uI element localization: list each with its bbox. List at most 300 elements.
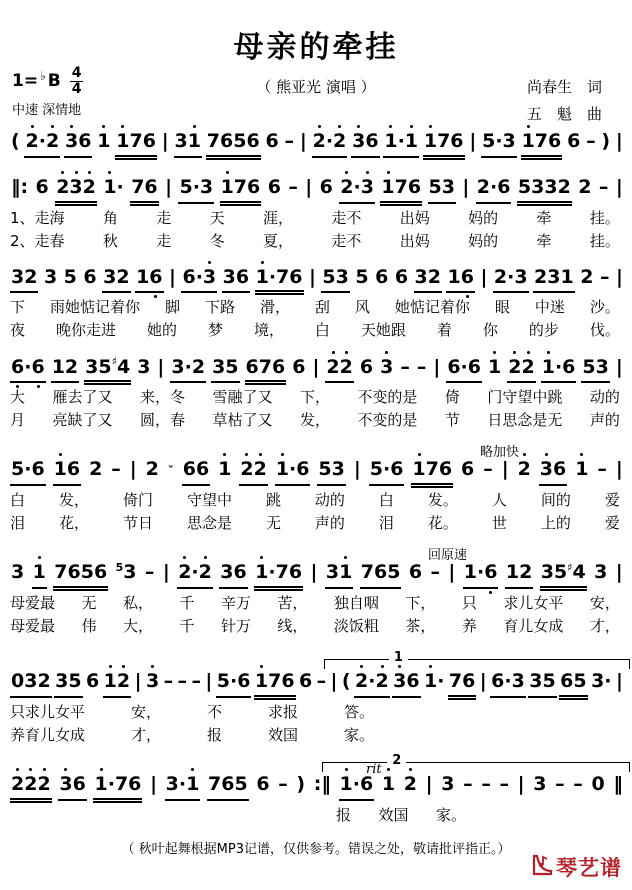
note-token: | <box>433 355 441 378</box>
note-token: | <box>205 670 213 693</box>
lyric-word: 秋 <box>102 231 118 250</box>
lyric-word: 世 <box>491 514 507 533</box>
meter-denominator: 4 <box>71 80 82 97</box>
lyric-word: 声的 <box>589 411 620 430</box>
notes-line <box>8 670 626 700</box>
note-token: – <box>144 561 155 584</box>
note-token: – <box>278 772 288 795</box>
note-token: ) <box>601 130 611 152</box>
note-token: | <box>615 265 623 288</box>
lyric-word: 下， <box>405 594 436 613</box>
note-token: 36 <box>222 266 250 294</box>
lyric-line-1 <box>8 489 626 511</box>
lyric-word: 花。 <box>427 514 458 533</box>
note-token: | <box>305 175 313 198</box>
note-token: 1 <box>575 458 589 481</box>
note-token: 6 <box>35 175 49 198</box>
lyric-word: 中迷 <box>534 298 565 317</box>
lyric-word: 着 <box>436 321 452 340</box>
note-token: 176 <box>380 176 422 206</box>
note-token: 7656 <box>53 561 108 591</box>
lyric-word: 只求儿女平 <box>10 702 86 721</box>
lyric-word: 脚 <box>164 298 180 317</box>
lyric-line-2 <box>8 512 626 534</box>
note-token: – <box>597 458 607 481</box>
note-token: – <box>288 175 298 198</box>
note-token: 2·3 <box>339 176 375 204</box>
volta-label: 1 <box>389 651 408 664</box>
note-token: 176 <box>115 130 157 160</box>
lyric-word: 沙。 <box>589 298 620 317</box>
note-token: 222 <box>10 773 52 803</box>
note-token: 6 <box>83 265 97 288</box>
lyric-word: 白 <box>10 491 26 510</box>
note-token: 22 <box>239 458 267 486</box>
lyric-word: 不变的是 <box>357 388 418 407</box>
note-token: 5332 <box>517 176 572 206</box>
note-token: 12 <box>51 356 79 384</box>
note-token: 5·6 <box>10 458 46 486</box>
note-token: ( <box>341 670 351 693</box>
note-token: | <box>299 130 307 152</box>
note-token: 16 <box>446 266 474 294</box>
lyric-line-1 <box>8 207 626 229</box>
lyric-word: 爱 <box>604 491 620 510</box>
music-system-6 <box>8 544 626 637</box>
key-note: B <box>47 71 61 92</box>
flat-sign: ♭ <box>40 69 46 84</box>
note-token: – <box>416 355 427 378</box>
note-token: 032 <box>10 670 52 698</box>
note-token: ˇ <box>167 464 174 479</box>
note-token: 3·1 <box>165 773 201 801</box>
note-token: 32 <box>10 266 38 294</box>
note-token: 32 <box>414 266 442 294</box>
note-token: | <box>169 265 176 288</box>
lyric-word: 夜 <box>10 321 26 340</box>
note-token: 6 <box>375 265 389 288</box>
lyric-word: 圆，春 <box>139 411 185 430</box>
music-note-icon <box>530 853 554 881</box>
note-token: 36 <box>58 773 86 801</box>
lyric-word: 倚门 <box>122 491 153 510</box>
note-token: 2 <box>578 175 592 198</box>
note-token: 1·6 <box>463 561 499 589</box>
note-token: ‖: <box>11 175 29 198</box>
note-token: 2·2 <box>177 561 213 589</box>
lyric-word: 人 <box>491 491 507 510</box>
note-token: 7656 <box>206 130 261 160</box>
note-token: | <box>425 772 433 795</box>
song-title: 母亲的牵挂 <box>233 30 399 65</box>
meter-numerator: 4 <box>71 65 82 81</box>
note-token: 1·76 <box>93 773 142 803</box>
lyric-word: 节日 <box>122 514 153 533</box>
note-token: – <box>284 130 295 152</box>
note-token: | <box>162 561 170 584</box>
note-token: 176 <box>521 130 563 160</box>
lyric-word: 雨她惦记着你 <box>49 298 140 317</box>
note-token: 176 <box>411 458 453 488</box>
note-token: | <box>448 561 456 584</box>
note-token: 676 <box>245 356 287 386</box>
note-token: | <box>480 265 488 288</box>
lyric-word: 天 <box>209 208 225 227</box>
note-token: 3 <box>441 772 455 795</box>
note-token: 1·76 <box>254 561 303 591</box>
lyric-word: 苦， <box>277 594 308 613</box>
lyric-word: 涯， <box>263 208 294 227</box>
note-token: – <box>163 670 174 693</box>
note-token: – <box>463 772 473 795</box>
lyric-word: 风 <box>354 298 370 317</box>
lyric-line-1 <box>8 296 626 318</box>
lyric-word: 不变的是 <box>357 411 418 430</box>
note-token: | <box>165 175 173 198</box>
lyric-word: 牵 <box>536 208 552 227</box>
note-token: 6 <box>86 670 100 693</box>
lyric-line-2 <box>8 724 380 746</box>
volta-label: 2 <box>387 754 406 767</box>
note-token: – <box>177 670 188 693</box>
lyric-line-2 <box>8 615 626 637</box>
note-token: 35♯4 <box>84 355 131 385</box>
lyric-word: 走不 <box>331 231 362 250</box>
lyric-word: 安， <box>589 594 620 613</box>
lyric-word: 只 <box>461 594 477 613</box>
note-token: | <box>517 772 525 795</box>
lyric-word: 夏， <box>263 231 294 250</box>
note-token: | <box>479 670 487 693</box>
lyric-word: 养 <box>461 617 477 636</box>
lyric-word: 2、走春 <box>10 231 65 250</box>
lyric-word: 的步 <box>528 321 559 340</box>
note-token: | <box>161 130 169 152</box>
logo-text: 琴艺谱 <box>556 856 622 880</box>
note-token: 36 <box>539 458 567 486</box>
lyric-word: 线， <box>277 617 308 636</box>
note-token: 232 <box>55 176 97 206</box>
qinyipu-logo[interactable] <box>530 852 622 882</box>
lyric-word: 效国 <box>378 805 409 824</box>
lyric-word: 千 <box>179 617 195 636</box>
notes-line <box>8 176 626 206</box>
lyric-word: 家。 <box>435 805 466 824</box>
note-token: 6 <box>265 130 279 152</box>
note-token: 1·1 <box>383 130 419 158</box>
lyric-word: 茶， <box>405 617 436 636</box>
lyric-word: 发， <box>58 491 89 510</box>
note-token: 1 <box>97 130 111 152</box>
lyric-word: 白 <box>314 321 330 340</box>
lyricist-credit: 尚春生 词 <box>526 78 602 96</box>
note-token: 22 <box>507 356 535 384</box>
note-token: 1·76 <box>255 266 304 296</box>
lyric-line-1 <box>334 804 472 826</box>
note-token: 2·2 <box>24 130 60 158</box>
lyric-word: 上的 <box>540 514 571 533</box>
note-token: 16 <box>135 266 163 294</box>
lyric-word: 辛万 <box>220 594 251 613</box>
note-token: 1·6 <box>541 356 577 384</box>
lyric-word: 私， <box>122 594 153 613</box>
note-token: – <box>111 458 121 481</box>
note-token: 3 <box>137 355 151 378</box>
credits <box>527 74 602 128</box>
note-token: 1 <box>381 772 396 795</box>
note-token: 2 <box>145 458 159 481</box>
notes-line <box>8 355 626 385</box>
lyric-word: 大， <box>122 617 153 636</box>
lyric-word: 滑， <box>259 298 290 317</box>
lyric-word: 1、走海 <box>10 208 65 227</box>
note-token: 3 <box>533 772 547 795</box>
key-prefix: 1= <box>12 71 39 92</box>
note-token: 6 <box>298 670 313 693</box>
note-token: 76 <box>448 670 476 700</box>
lyric-word: 下路 <box>204 298 235 317</box>
note-token: 2·2 <box>354 670 390 698</box>
note-token: | <box>157 355 165 378</box>
lyric-line-2 <box>8 230 626 252</box>
lyric-word: 挂。 <box>589 231 620 250</box>
music-system-3 <box>8 266 626 342</box>
note-token: :‖ <box>313 772 331 795</box>
note-token: 2 <box>580 265 594 288</box>
note-token: 31 <box>174 130 202 158</box>
lyric-word: 门守望中跳 <box>487 388 563 407</box>
note-token: – <box>430 561 440 584</box>
note-token: 6 <box>408 561 423 584</box>
lyric-word: 节 <box>444 411 460 430</box>
note-token: – <box>481 772 491 795</box>
performer-subtitle: （ 熊亚光 演唱 ） <box>256 78 376 96</box>
lyric-word: 出妈 <box>399 208 430 227</box>
lyric-word: 跳 <box>265 491 281 510</box>
note-token: 3 <box>43 265 58 288</box>
lyric-line-1 <box>8 701 380 723</box>
note-token: 1 <box>218 458 232 481</box>
lyric-word: 养育儿女成 <box>10 725 86 744</box>
note-token: 2 <box>89 458 103 481</box>
lyric-word: 出妈 <box>399 231 430 250</box>
note-token: | <box>308 265 316 288</box>
lyric-word: 雪融了又 <box>212 388 273 407</box>
note-token: – <box>598 175 609 198</box>
lyric-word: 妈的 <box>468 231 499 250</box>
note-token: – <box>599 265 610 288</box>
note-token: | <box>310 561 318 584</box>
note-token: | <box>353 458 361 481</box>
lyric-word: 爱 <box>604 514 620 533</box>
lyric-word: 求儿女平 <box>503 594 564 613</box>
music-system-2 <box>8 176 626 252</box>
lyric-line-1 <box>8 592 626 614</box>
note-token: 6 <box>319 175 333 198</box>
note-token: 53 <box>317 458 345 486</box>
score <box>0 130 632 826</box>
note-token: | <box>615 175 623 198</box>
lyric-word: 不 <box>206 702 222 721</box>
music-system-7 <box>8 650 626 746</box>
note-token: 6 <box>567 130 581 152</box>
lyric-word: 发， <box>299 411 330 430</box>
lyric-word: 安， <box>130 702 161 721</box>
lyric-word: 间的 <box>540 491 571 510</box>
note-token: | <box>615 355 623 378</box>
lyric-word: 家。 <box>343 725 374 744</box>
lyric-word: 草枯了又 <box>212 411 273 430</box>
note-token: – <box>586 130 596 152</box>
note-token: 6 <box>256 772 270 795</box>
note-token: 35 <box>528 670 556 698</box>
lyric-word: 刮 <box>314 298 330 317</box>
note-token: 6·3 <box>490 670 526 698</box>
lyric-word: 淡饭粗 <box>333 617 379 636</box>
note-token: 1·6 <box>275 458 311 486</box>
note-token: 1· <box>103 175 124 198</box>
lyric-word: 效国 <box>267 725 298 744</box>
lyric-word: 晚你走进 <box>55 321 116 340</box>
note-token: 176 <box>220 176 262 206</box>
lyric-word: 泪 <box>378 514 394 533</box>
lyric-word: 走 <box>156 208 172 227</box>
note-token: 3 <box>380 355 394 378</box>
lyric-word: 动的 <box>314 491 345 510</box>
note-token: 53 <box>321 266 349 294</box>
note-token: ‖ <box>613 772 623 795</box>
lyric-word: 走不 <box>331 208 362 227</box>
key-signature <box>12 66 83 96</box>
note-token: | <box>501 458 509 481</box>
lyric-word: 来，冬 <box>139 388 185 407</box>
note-token: 35 <box>211 356 239 384</box>
note-token: | <box>615 561 623 584</box>
lyric-word: 母爱最 <box>10 594 56 613</box>
note-token: 1· <box>424 670 445 693</box>
note-token: 6 <box>394 265 409 288</box>
notes-line <box>8 266 626 296</box>
lyric-word: 针万 <box>220 617 251 636</box>
lyric-word: 发。 <box>427 491 458 510</box>
note-token: 6·6 <box>446 356 482 384</box>
lyric-word: 答。 <box>343 702 374 721</box>
note-token: – <box>191 670 201 693</box>
rit-mark: rit <box>366 761 382 777</box>
lyric-word: 母爱最 <box>10 617 56 636</box>
note-token: 65 <box>559 670 587 700</box>
note-token: 2 <box>517 458 531 481</box>
note-token: – <box>555 772 565 795</box>
note-token: | <box>330 670 338 693</box>
lyric-word: 动的 <box>589 388 620 407</box>
composer-credit: 五 魁 曲 <box>526 105 602 123</box>
tempo-text: 中速 深情地 <box>12 103 82 118</box>
lyric-word: 日思念是无 <box>487 411 563 430</box>
note-token: 765 <box>360 561 402 589</box>
lyric-word: 倚 <box>444 388 460 407</box>
lyric-word: 育儿女成 <box>503 617 564 636</box>
note-token: – <box>400 355 410 378</box>
note-token: 36 <box>392 670 420 698</box>
note-token: 5 <box>63 265 77 288</box>
note-token: ) <box>296 772 306 795</box>
lyric-word: 雁去了又 <box>52 388 113 407</box>
note-token: 1·6 <box>339 773 375 801</box>
lyric-word: 梦 <box>207 321 223 340</box>
note-token: 16 <box>53 458 81 486</box>
note-token: 0 <box>591 772 605 795</box>
note-token: 35 <box>54 670 82 698</box>
note-token: 32 <box>102 266 130 294</box>
music-system-5 <box>8 441 626 534</box>
note-token: 5·6 <box>216 670 252 698</box>
lyric-word: 妈的 <box>468 208 499 227</box>
note-token: – <box>573 772 583 795</box>
note-token: ( <box>11 130 20 152</box>
note-token: 6 <box>292 355 306 378</box>
lyric-word: 独自咽 <box>333 594 379 613</box>
lyric-word: 大 <box>10 388 26 407</box>
lyric-line-1 <box>8 386 626 408</box>
note-token: 176 <box>423 130 465 160</box>
note-token: 3 <box>594 561 608 584</box>
note-token: 5·3 <box>481 130 517 158</box>
note-token: 3 <box>145 670 160 693</box>
note-token: 6·3 <box>181 266 217 294</box>
note-token: 22 <box>325 356 353 384</box>
note-token: 36 <box>64 130 92 158</box>
note-token: 36 <box>351 130 379 158</box>
note-token: 66 <box>182 458 210 486</box>
note-token: 2·6 <box>476 176 512 204</box>
note-token: 5·3 <box>178 176 214 204</box>
lyric-word: 牵 <box>536 231 552 250</box>
note-token: 12 <box>505 561 533 589</box>
note-token: 3 <box>11 561 25 584</box>
note-token: | <box>615 670 623 693</box>
note-token: 1 <box>488 355 502 378</box>
note-token: – <box>483 458 493 481</box>
tempo-change-mark: 回原速 <box>428 548 468 564</box>
note-token: 5 <box>355 265 369 288</box>
lyric-word: 伟 <box>81 617 97 636</box>
note-token: 2·3 <box>493 266 529 294</box>
lyric-word: 眼 <box>494 298 510 317</box>
lyric-word: 求报 <box>267 702 298 721</box>
note-token: 3· <box>591 670 612 693</box>
score-header <box>0 0 632 123</box>
lyric-word: 白 <box>378 491 394 510</box>
note-token: 231 <box>533 266 575 294</box>
lyric-word: 下 <box>10 298 26 317</box>
lyric-word: 月 <box>10 411 26 430</box>
note-token: 3·2 <box>170 356 206 384</box>
note-token: 76 <box>130 176 158 206</box>
lyric-word: 无 <box>81 594 97 613</box>
lyric-word: 伐。 <box>589 321 620 340</box>
lyric-word: 角 <box>102 208 118 227</box>
notes-line <box>8 458 626 488</box>
note-token: | <box>462 175 470 198</box>
note-token: 5·6 <box>369 458 405 486</box>
lyric-word: 冬 <box>209 231 225 250</box>
note-token: 53 <box>428 176 456 204</box>
time-signature <box>70 66 84 96</box>
notes-line <box>8 773 626 803</box>
note-token: 36 <box>219 561 247 589</box>
lyric-line-2 <box>8 409 626 431</box>
